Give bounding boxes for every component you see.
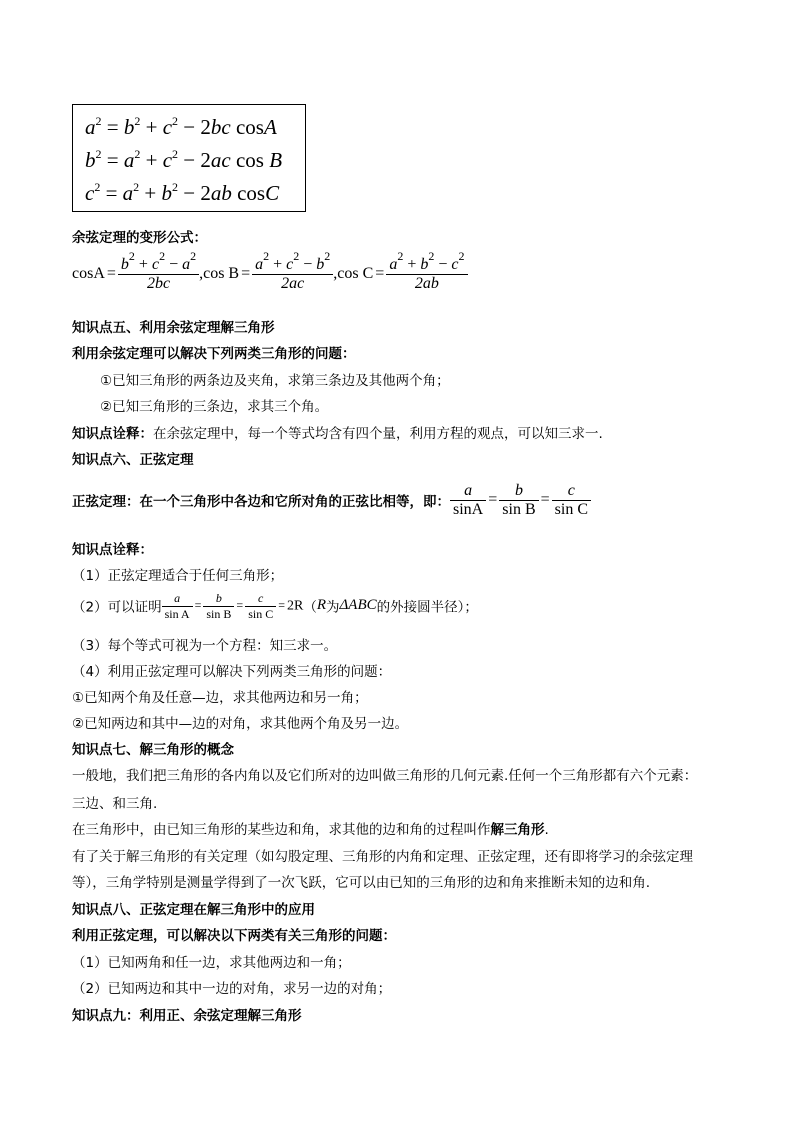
section6-note3: （3）每个等式可视为一个方程：知三求一。: [72, 638, 338, 654]
section7-p2: 在三角形中，由已知三角形的某些边和角，求其他的边和角的过程叫作解三角形.: [72, 822, 549, 838]
section8-item2: （2）已知两边和其中一边的对角，求另一边的对角；: [72, 981, 392, 997]
frac-sine-c: $\frac{c}{\text{sin C}}$: [552, 482, 591, 519]
section8-item1: （1）已知两角和任一边，求其他两边和一角；: [72, 955, 351, 971]
section6-note4a: ①已知两个角及任意—边，求其他两边和另一角；: [72, 690, 368, 706]
section8-intro: 利用正弦定理，可以解决以下两类有关三角形的问题：: [72, 928, 396, 944]
cosine-formula-a: $a^2 = b^2 + c^2 - 2bc$ cosA: [85, 114, 277, 139]
section5-item2: ②已知三角形的三条边，求其三个角。: [100, 399, 329, 415]
law-of-cosines-box: [72, 104, 306, 212]
section6-note4b: ②已知两边和其中—边的对角，求其他两个角及另一边。: [72, 716, 409, 732]
section6-note2: （2）可以证明 $\frac{a}{\text{sin A}}$ = $\frac{b}{\text{sin B}}$ = $\frac{c}{\text{sin C}}$ = 2R（R为ΔABC的外接圆半径）；: [72, 591, 478, 621]
frac-cos-c: $\frac{a^2 + b^2 - c^2}{2ab}$: [386, 256, 467, 293]
frac-cos-b: $\frac{a^2 + c^2 - b^2}{2ac}$: [252, 256, 333, 293]
frac-sine-b: $\frac{b}{\text{sin B}}$: [499, 482, 538, 519]
section7-heading: 知识点七、解三角形的概念: [72, 742, 234, 758]
section5-item1: ①已知三角形的两条边及夹角，求第三条边及其他两个角；: [100, 373, 450, 389]
section8-heading: 知识点八、正弦定理在解三角形中的应用: [72, 902, 315, 918]
section6-note4: （4）利用正弦定理可以解决下列两类三角形的问题：: [72, 664, 392, 680]
section6-note1: （1）正弦定理适合于任何三角形；: [72, 568, 284, 584]
cosine-formula-b: $b^2 = a^2 + c^2 - 2ac$ cos B: [85, 147, 283, 172]
law-of-sines: 正弦定理：在一个三角形中各边和它所对角的正弦比相等，即： $\frac{a}{\sin A}$ = $\frac{b}{\text{sin B}}$ = $\frac{c}{\text{sin C}}$: [72, 482, 591, 519]
frac-proof-b: $\frac{b}{\text{sin B}}$: [203, 591, 234, 622]
section6-heading: 知识点六、正弦定理: [72, 452, 194, 468]
section6-note-label: 知识点诠释：: [72, 542, 153, 558]
section7-p3a: 有了关于解三角形的有关定理（如勾股定理、三角形的内角和定理、正弦定理，还有即将学习的余弦定理: [72, 849, 693, 865]
section5-intro: 利用余弦定理可以解决下列两类三角形的问题：: [72, 346, 356, 362]
frac-cos-a: $\frac{b^2 + c^2 - a^2}{2bc}$: [118, 256, 199, 293]
section7-p1a: 一般地，我们把三角形的各内角以及它们所对的边叫做三角形的几何元素.任何一个三角形都有六个元素：: [72, 768, 698, 784]
variant-title: 余弦定理的变形公式：: [72, 230, 207, 246]
section5-note: 知识点诠释：在余弦定理中，每一个等式均含有四个量，利用方程的观点，可以知三求一.: [72, 426, 603, 442]
section5-heading: 知识点五、利用余弦定理解三角形: [72, 320, 275, 336]
section9-heading: 知识点九：利用正、余弦定理解三角形: [72, 1008, 302, 1024]
section7-p3b: 等），三角学特别是测量学得到了一次飞跃，它可以由已知的三角形的边和角来推断未知的边和角.: [72, 875, 651, 891]
cosine-variant-formulas: cosA = $\frac{b^2 + c^2 - a^2}{2bc}$ ,cos B = $\frac{a^2 + c^2 - b^2}{2ac}$ ,cos C = $\frac{a^2 + b^2 - c^2}{2ab}$: [72, 256, 468, 293]
frac-sine-a: $\frac{a}{\sin A}$: [450, 482, 486, 519]
frac-proof-c: $\frac{c}{\text{sin C}}$: [245, 591, 276, 622]
frac-proof-a: $\frac{a}{\text{sin A}}$: [162, 591, 193, 622]
section7-p1b: 三边、和三角.: [72, 796, 158, 812]
cosine-formula-c: $c^2 = a^2 + b^2 - 2ab$ cosC: [85, 180, 280, 205]
